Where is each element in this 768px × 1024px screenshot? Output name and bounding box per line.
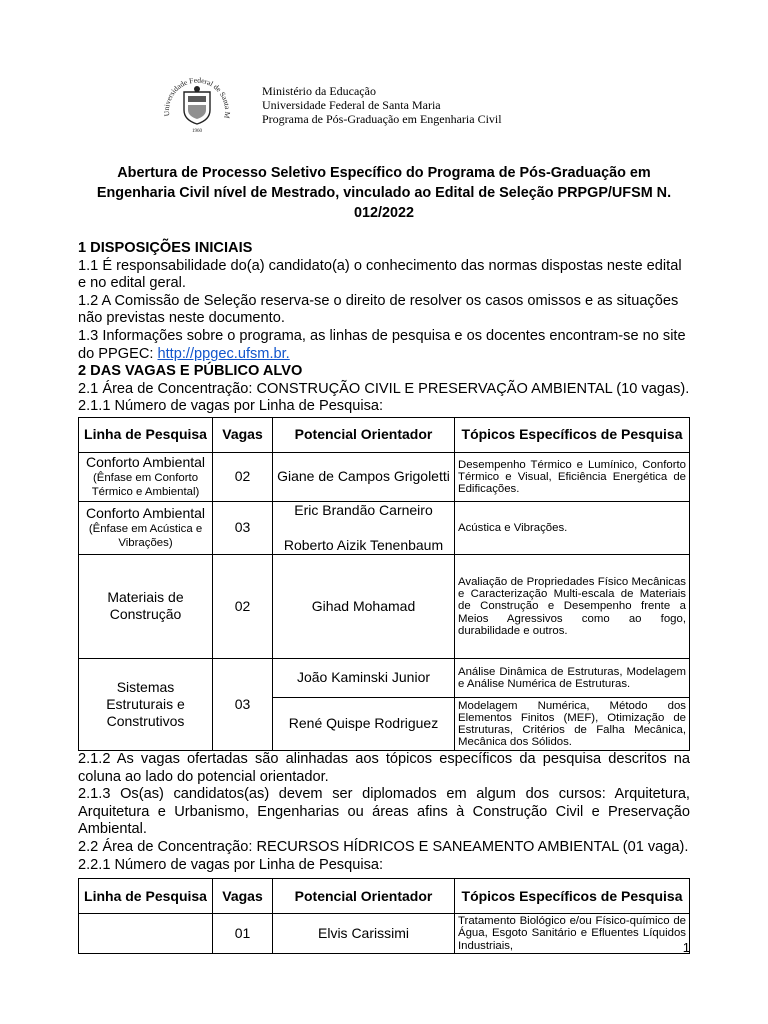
cell-vagas: 01 [213, 914, 273, 954]
header-vagas: Vagas [213, 879, 273, 914]
institution-lines [262, 84, 502, 126]
ministry-line: Ministério da Educação [262, 84, 376, 98]
linha-name: Conforto Ambiental [85, 454, 206, 471]
university-seal-logo [158, 68, 236, 134]
program-line: Programa de Pós-Graduação em Engenharia Civil [262, 112, 502, 126]
ppgec-link[interactable]: http://ppgec.ufsm.br. [157, 345, 290, 362]
cell-topicos: Análise Dinâmica de Estruturas, Modelagem e Análise Numérica de Estruturas. [455, 658, 690, 697]
title-line: 012/2022 [353, 205, 415, 221]
header-topicos: Tópicos Específicos de Pesquisa [455, 879, 690, 914]
page-number: 1 [682, 940, 690, 955]
header-orientador: Potencial Orientador [273, 417, 455, 452]
cell-topicos: Avaliação de Propriedades Físico Mecânicas e Caracterização Multi-escala de Materiais de Construção e Desempenho frente a Meios Agressivos como ao fogo, durabilidade e outros. [455, 554, 690, 658]
section-2-heading: 2 DAS VAGAS E PÚBLICO ALVO [78, 363, 303, 380]
title-line: Engenharia Civil nível de Mestrado, vinculado ao Edital de Seleção PRPGP/UFSM N. [96, 185, 672, 201]
table-row [79, 914, 690, 954]
cell-linha: Materiais de Construção [79, 554, 213, 658]
linha-sub: (Ênfase em Acústica e Vibrações) [88, 523, 203, 550]
document-title [80, 163, 688, 223]
cell-topicos: Desempenho Térmico e Lumínico, Conforto Térmico e Visual, Eficiência Energética de Edificações. [455, 452, 690, 501]
table-row [79, 452, 690, 501]
cell-orientador: Gihad Mohamad [273, 554, 455, 658]
table-row [79, 554, 690, 658]
letterhead [158, 68, 678, 136]
cell-vagas: 02 [213, 452, 273, 501]
section-1-heading: 1 DISPOSIÇÕES INICIAIS [78, 240, 253, 256]
vagas-table-construcao [78, 417, 690, 751]
clause-1-3 [78, 328, 690, 363]
cell-linha: Sistemas Estruturais e Construtivos [79, 658, 213, 750]
svg-text:Universidade Federal de Santa: Universidade Federal de Santa M [161, 75, 233, 120]
header-vagas: Vagas [213, 417, 273, 452]
vagas-table-recursos-hidricos [78, 878, 690, 954]
svg-text:1960: 1960 [192, 129, 202, 134]
header-linha: Linha de Pesquisa [79, 879, 213, 914]
clause-2-1-2: 2.1.2 As vagas ofertadas são alinhadas aos tópicos específicos da pesquisa descritos na coluna ao lado do potencial orientador. [78, 750, 690, 785]
cell-orientador: Elvis Carissimi [273, 914, 455, 954]
cell-topicos: Acústica e Vibrações. [455, 501, 690, 554]
document-body [78, 240, 690, 954]
clause-1-1: 1.1 É responsabilidade do(a) candidato(a) o conhecimento das normas dispostas neste edital e no edital geral. [78, 257, 682, 292]
clause-2-1: 2.1 Área de Concentração: CONSTRUÇÃO CIVIL E PRESERVAÇÃO AMBIENTAL (10 vagas). [78, 380, 690, 397]
title-line: Abertura de Processo Seletivo Específico do Programa de Pós-Graduação em [117, 165, 651, 181]
clause-2-2: 2.2 Área de Concentração: RECURSOS HÍDRICOS E SANEAMENTO AMBIENTAL (01 vaga). [78, 838, 689, 855]
cell-topicos: Tratamento Biológico e/ou Físico-químico de Água, Esgoto Sanitário e Efluentes Líquidos Industriais, [455, 914, 690, 954]
cell-linha [79, 914, 213, 954]
clause-2-1-1: 2.1.1 Número de vagas por Linha de Pesquisa: [78, 398, 384, 415]
clause-1-2: 1.2 A Comissão de Seleção reserva-se o direito de resolver os casos omissos e as situações não previstas neste documento. [78, 292, 679, 327]
cell-vagas: 03 [213, 501, 273, 554]
cell-orientador [273, 501, 455, 554]
header-orientador: Potencial Orientador [273, 879, 455, 914]
table-header-row [79, 417, 690, 452]
clause-2-1-3: 2.1.3 Os(as) candidatos(as) devem ser diplomados em algum dos cursos: Arquitetura, Arquitetura e Urbanismo, Engenharias ou áreas afins à Construção Civil e Preservação Ambiental. [78, 786, 690, 838]
linha-name: Conforto Ambiental [85, 505, 206, 522]
clause-1-3-text: 1.3 Informações sobre o programa, as linhas de pesquisa e os docentes encontram-se no site do PPGEC: [78, 327, 686, 362]
cell-topicos: Modelagem Numérica, Método dos Elementos Finitos (MEF), Otimização de Estruturas, Critérios de Falha Mecânica, Mecânica dos Sólidos. [455, 697, 690, 750]
clause-2-2-1: 2.2.1 Número de vagas por Linha de Pesquisa: [78, 856, 384, 873]
table-row [79, 501, 690, 554]
orientador-name: Eric Brandão Carneiro [294, 501, 433, 518]
cell-linha [79, 452, 213, 501]
cell-orientador: Giane de Campos Grigoletti [273, 452, 455, 501]
header-topicos: Tópicos Específicos de Pesquisa [455, 417, 690, 452]
table-row [79, 658, 690, 697]
linha-sub: (Ênfase em Conforto Térmico e Ambiental) [91, 472, 200, 499]
cell-vagas: 02 [213, 554, 273, 658]
cell-orientador: João Kaminski Junior [273, 658, 455, 697]
header-linha: Linha de Pesquisa [79, 417, 213, 452]
cell-orientador: René Quispe Rodriguez [273, 697, 455, 750]
table-header-row [79, 879, 690, 914]
cell-linha [79, 501, 213, 554]
university-line: Universidade Federal de Santa Maria [262, 98, 441, 112]
cell-vagas: 03 [213, 658, 273, 750]
orientador-name: Roberto Aizik Tenenbaum [283, 536, 444, 553]
